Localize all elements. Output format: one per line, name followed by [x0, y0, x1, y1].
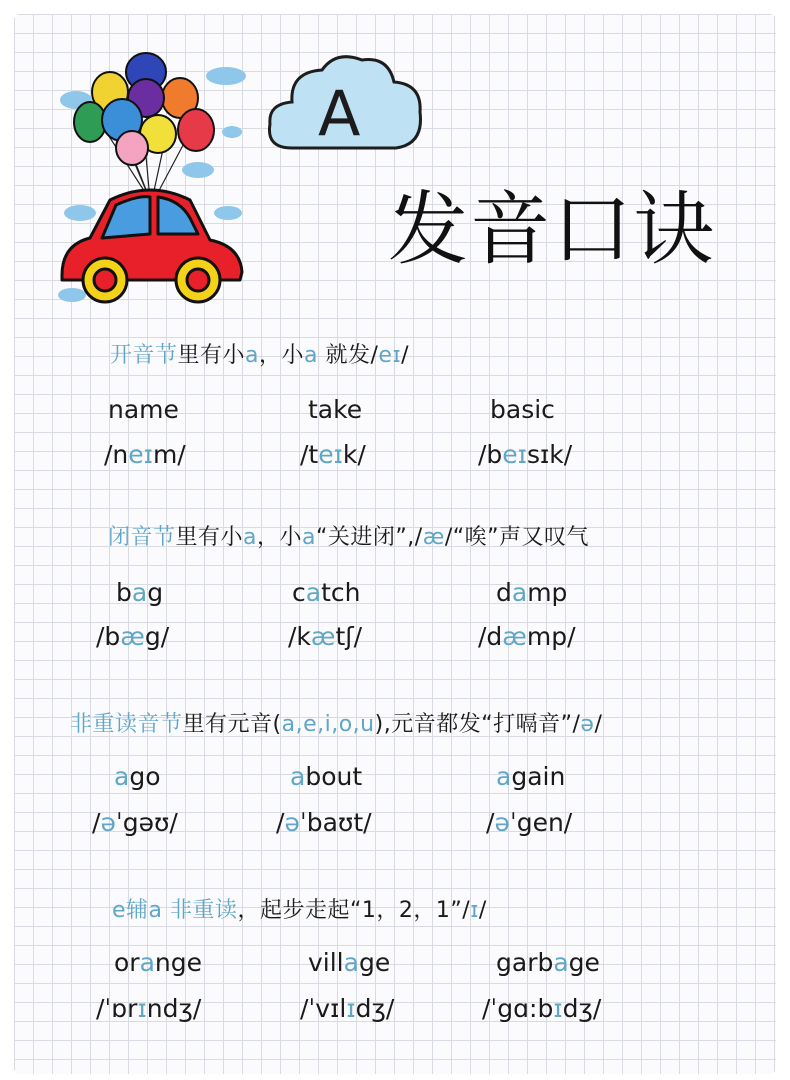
- text-segment: ),元音都发“打嗝音”/: [374, 712, 581, 737]
- highlight-text: a: [114, 762, 130, 791]
- example-word: [496, 762, 565, 791]
- badge-letter: A: [318, 77, 361, 150]
- text-segment: /t: [300, 440, 319, 469]
- text-segment: /d: [478, 622, 503, 651]
- rule-line: [112, 893, 487, 924]
- highlight-text: a: [131, 578, 148, 607]
- highlight-text: a: [243, 525, 258, 550]
- text-segment: name: [108, 395, 179, 424]
- text-segment: ˈgəʊ/: [115, 808, 178, 837]
- text-segment: /: [401, 343, 410, 368]
- highlight-text: 非重读音节: [70, 712, 183, 737]
- phonetic-transcription: [96, 994, 201, 1023]
- text-segment: 里有小: [177, 343, 246, 368]
- text-segment: ˈgen/: [509, 808, 573, 837]
- text-segment: /: [276, 808, 285, 837]
- phonetic-transcription: [288, 622, 362, 651]
- text-segment: g: [147, 578, 164, 607]
- text-segment: ˈbaʊt/: [299, 808, 372, 837]
- text-segment: ge: [568, 948, 600, 977]
- highlight-text: a: [496, 762, 512, 791]
- text-segment: or: [114, 948, 140, 977]
- highlight-text: 闭音节: [108, 525, 176, 550]
- example-word: [490, 395, 555, 424]
- phonetic-transcription: [300, 440, 366, 469]
- highlight-text: ə: [100, 808, 116, 837]
- highlight-text: a: [139, 948, 155, 977]
- text-segment: tch: [321, 578, 361, 607]
- text-segment: /b: [96, 622, 121, 651]
- text-segment: “关进闭”,/: [316, 525, 423, 550]
- rule-line: [110, 338, 409, 369]
- phonetic-transcription: [482, 994, 601, 1023]
- text-segment: /: [486, 808, 495, 837]
- phonetic-transcription: [478, 622, 576, 651]
- highlight-text: a: [290, 762, 306, 791]
- example-word: [496, 578, 567, 607]
- text-segment: 里有小: [175, 525, 244, 550]
- text-segment: ，小: [257, 525, 303, 550]
- highlight-text: a: [302, 525, 317, 550]
- text-segment: /k: [288, 622, 311, 651]
- highlight-text: a: [304, 343, 319, 368]
- highlight-text: ə: [494, 808, 510, 837]
- phonetic-transcription: [276, 808, 372, 837]
- highlight-text: a: [245, 343, 260, 368]
- highlight-text: a: [553, 948, 569, 977]
- text-segment: d: [496, 578, 512, 607]
- highlight-text: eɪ: [378, 343, 402, 368]
- highlight-text: æ: [422, 525, 445, 550]
- text-segment: mp: [527, 578, 568, 607]
- text-segment: /ˈɒr: [96, 994, 138, 1023]
- example-word: [308, 948, 390, 977]
- highlight-text: ə: [580, 712, 595, 737]
- highlight-text: eɪ: [502, 440, 527, 469]
- highlight-text: ə: [284, 808, 300, 837]
- rule-line: [70, 707, 602, 738]
- page-title: 发音口诀: [388, 183, 716, 276]
- highlight-text: æ: [310, 622, 336, 651]
- text-segment: ，小: [259, 343, 305, 368]
- phonetic-transcription: [478, 440, 572, 469]
- text-segment: g/: [144, 622, 170, 651]
- text-segment: gain: [511, 762, 566, 791]
- text-segment: /: [92, 808, 101, 837]
- text-segment: c: [292, 578, 306, 607]
- highlight-text: ɪ: [553, 994, 563, 1023]
- text-segment: ，起步走起“1，2，1”/: [237, 898, 471, 923]
- example-word: [308, 395, 362, 424]
- text-segment: tʃ/: [335, 622, 363, 651]
- rule-line: [108, 520, 589, 551]
- highlight-text: e辅a 非重读: [112, 898, 238, 923]
- phonetic-transcription: [96, 622, 169, 651]
- example-word: [496, 948, 600, 977]
- text-segment: ge: [358, 948, 391, 977]
- text-segment: /n: [104, 440, 129, 469]
- text-segment: basic: [490, 395, 555, 424]
- highlight-text: eɪ: [128, 440, 153, 469]
- highlight-text: a: [511, 578, 528, 607]
- text-segment: /ˈvɪl: [300, 994, 347, 1023]
- highlight-text: æ: [502, 622, 527, 651]
- phonetic-transcription: [92, 808, 178, 837]
- phonetic-transcription: [300, 994, 394, 1023]
- highlight-text: ɪ: [470, 898, 479, 923]
- example-word: [108, 395, 179, 424]
- highlight-text: ɪ: [137, 994, 147, 1023]
- text-segment: b: [116, 578, 132, 607]
- highlight-text: a: [305, 578, 322, 607]
- example-word: [114, 948, 202, 977]
- text-segment: go: [129, 762, 161, 791]
- text-segment: m/: [152, 440, 186, 469]
- text-segment: nge: [154, 948, 203, 977]
- text-segment: /“唉”声又叹气: [444, 525, 590, 550]
- text-segment: /ˈgɑ:b: [482, 994, 554, 1023]
- balloons-car-illustration: [50, 50, 250, 310]
- text-segment: garb: [496, 948, 554, 977]
- highlight-text: eɪ: [318, 440, 343, 469]
- example-word: [116, 578, 163, 607]
- highlight-text: a,e,i,o,u: [281, 712, 375, 737]
- highlight-text: ɪ: [346, 994, 356, 1023]
- highlight-text: 开音节: [110, 343, 178, 368]
- text-segment: dʒ/: [355, 994, 395, 1023]
- text-segment: mp/: [526, 622, 576, 651]
- phonetic-transcription: [486, 808, 572, 837]
- text-segment: k/: [342, 440, 366, 469]
- text-segment: /: [478, 898, 487, 923]
- text-segment: 就发/: [318, 343, 379, 368]
- text-segment: ndʒ/: [146, 994, 202, 1023]
- example-word: [290, 762, 362, 791]
- text-segment: /b: [478, 440, 503, 469]
- highlight-text: a: [343, 948, 359, 977]
- text-segment: /: [594, 712, 603, 737]
- text-segment: 里有元音(: [182, 712, 282, 737]
- example-word: [114, 762, 161, 791]
- text-segment: bout: [305, 762, 363, 791]
- text-segment: vill: [308, 948, 344, 977]
- example-word: [292, 578, 360, 607]
- highlight-text: æ: [120, 622, 145, 651]
- text-segment: take: [308, 395, 363, 424]
- text-segment: sɪk/: [526, 440, 573, 469]
- text-segment: dʒ/: [562, 994, 602, 1023]
- phonetic-transcription: [104, 440, 186, 469]
